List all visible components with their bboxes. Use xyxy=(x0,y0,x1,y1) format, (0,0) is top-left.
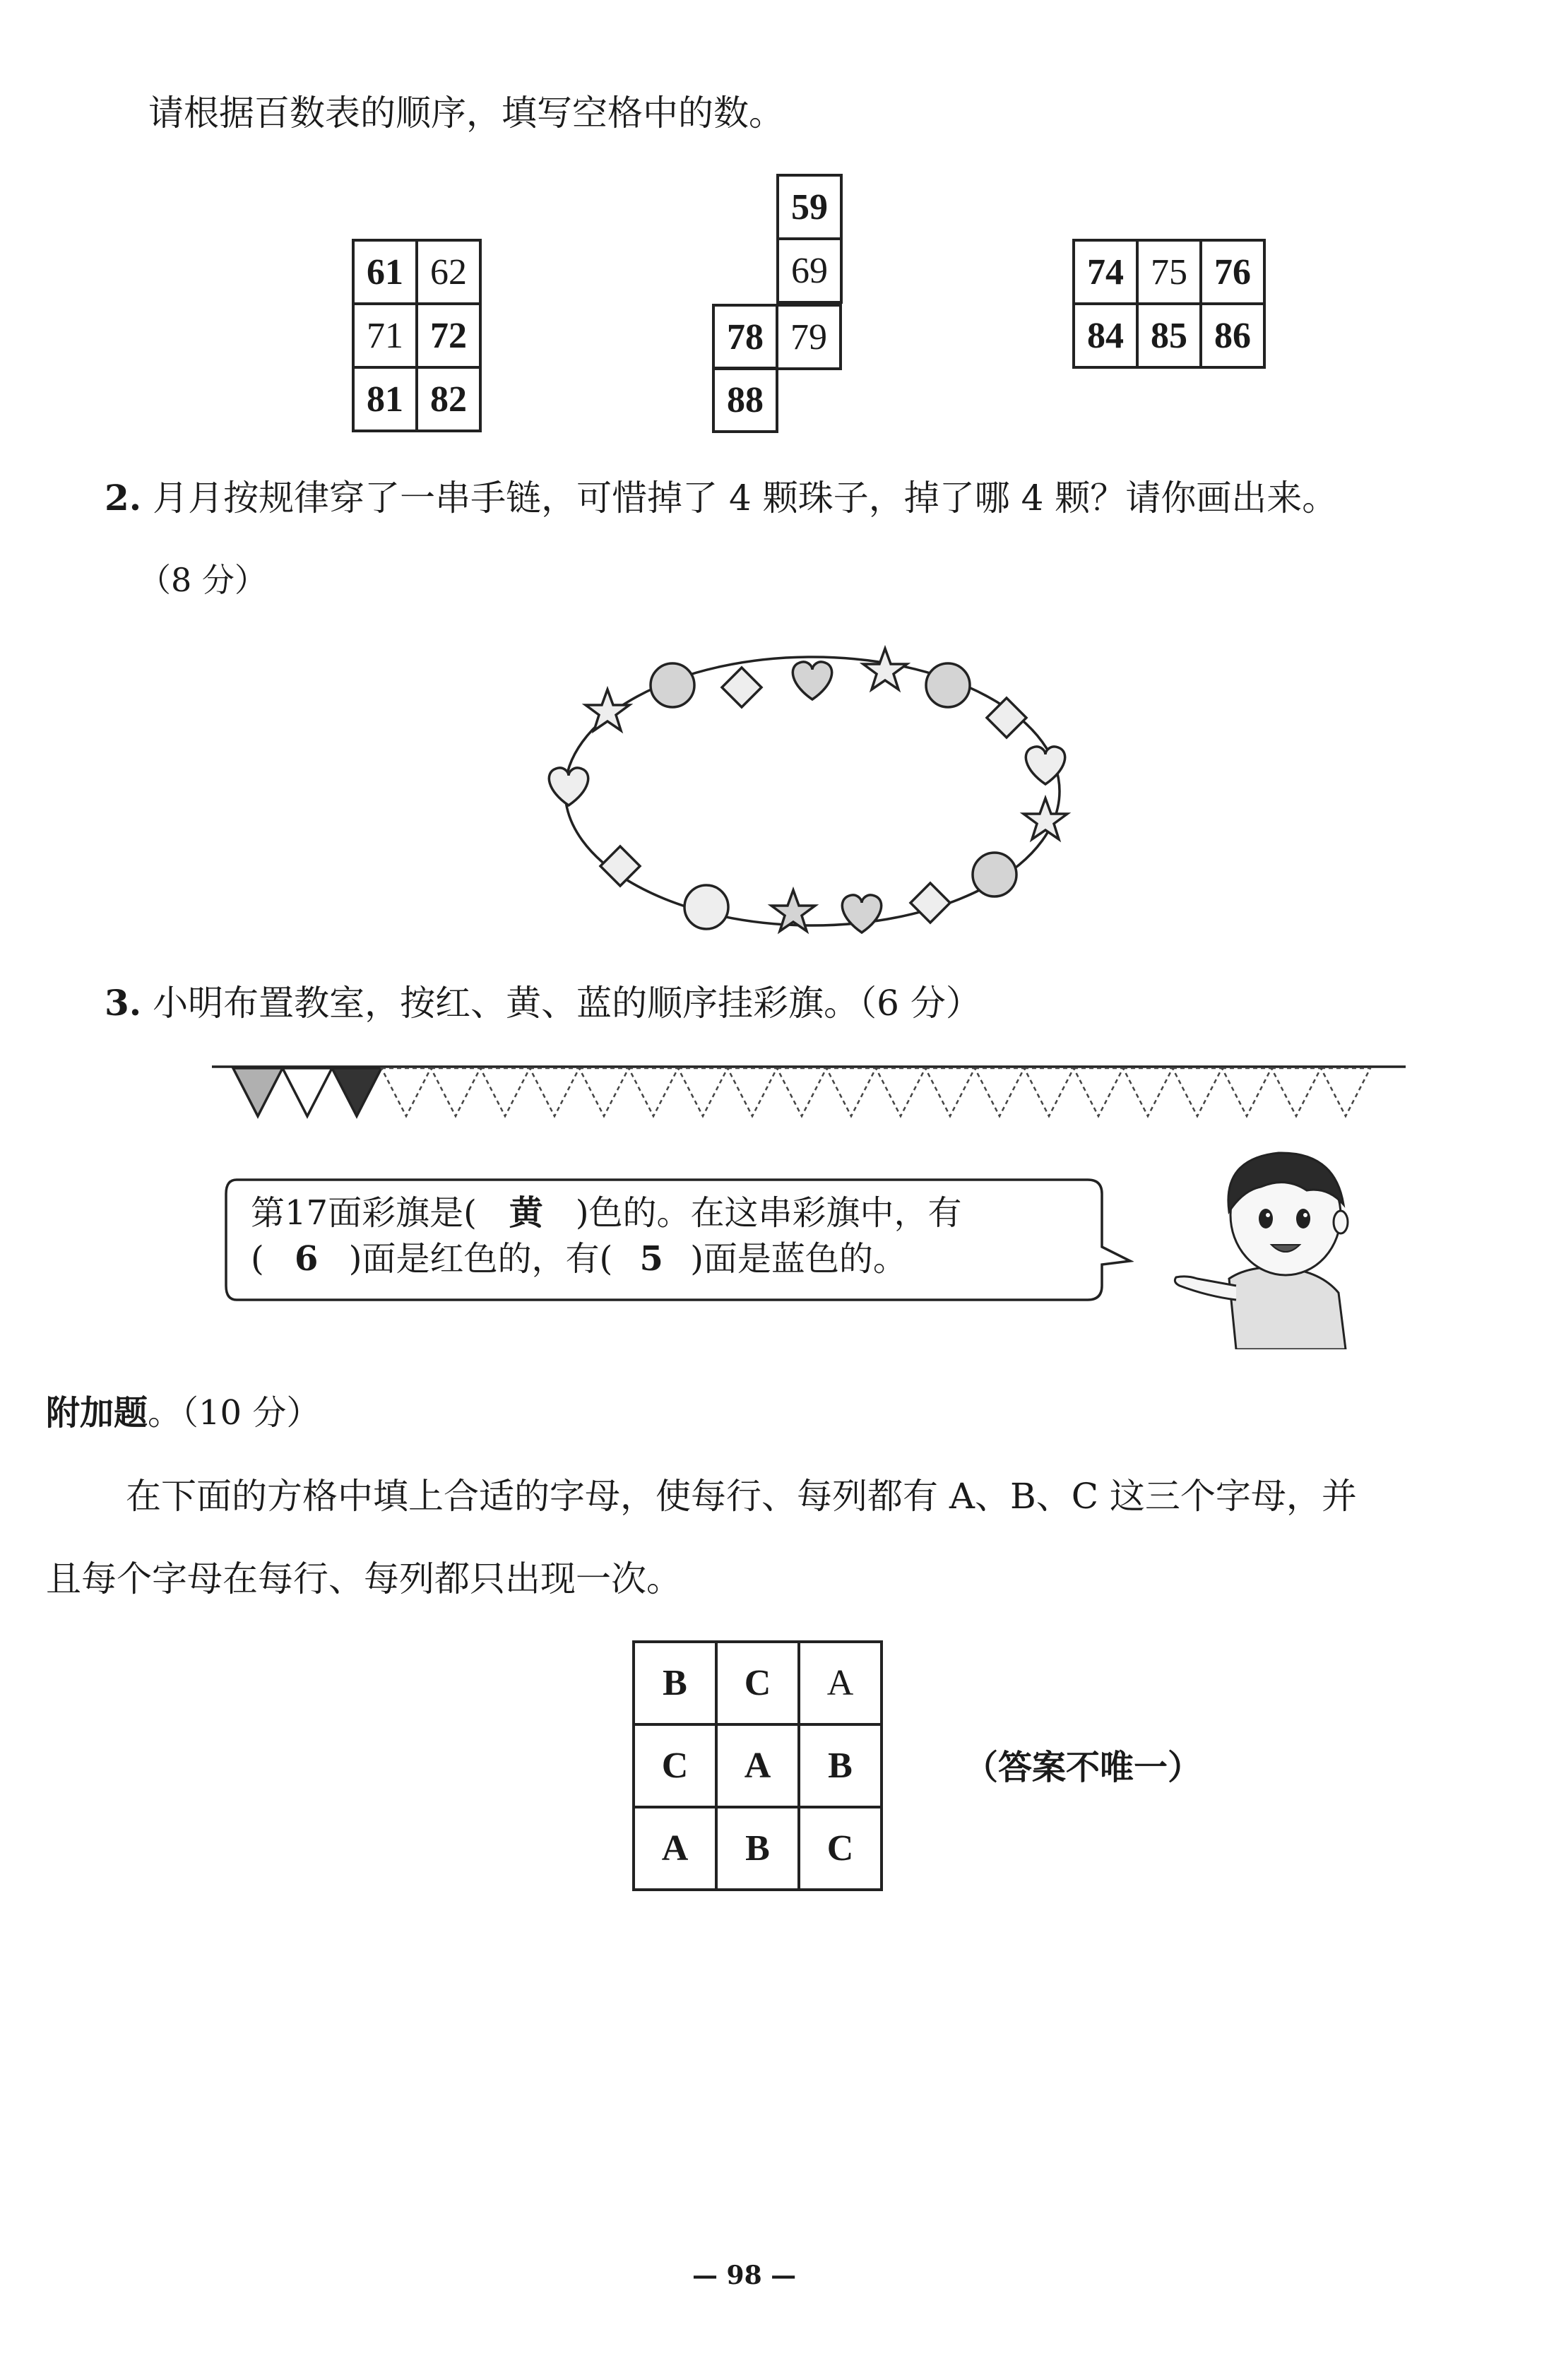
bubble-text: )面是红色的，有( xyxy=(348,1239,613,1279)
flag-blue xyxy=(332,1068,381,1116)
bead-star xyxy=(586,689,629,730)
bubble-line-1 xyxy=(251,1193,962,1233)
grid-cell: 61 xyxy=(353,240,417,304)
bonus-text-1: 在下面的方格中填上合适的字母，使每行、每列都有 A、B、C 这三个字母，并 xyxy=(126,1476,1357,1517)
bead-heart xyxy=(842,895,881,933)
bubble-text: )面是蓝色的。 xyxy=(690,1239,907,1279)
grid-cell: 88 xyxy=(713,368,777,432)
letter-cell: B xyxy=(634,1642,716,1724)
bead-circle xyxy=(973,853,1016,896)
bubble-text: ( xyxy=(251,1239,264,1279)
grid-cell: 76 xyxy=(1201,240,1264,304)
grid-cell: 72 xyxy=(417,304,480,367)
grid-cell: 86 xyxy=(1201,304,1264,367)
q2-text: 月月按规律穿了一串手链，可惜掉了 4 颗珠子，掉了哪 4 颗？请你画出来。 xyxy=(153,478,1338,519)
page-number: — 98 — xyxy=(692,2261,797,2290)
q3-number: 3. xyxy=(105,982,142,1024)
grid-cell: 79 xyxy=(777,305,841,369)
grid-cell: 78 xyxy=(713,305,777,369)
q1-instruction: 请根据百数表的顺序，填写空格中的数。 xyxy=(148,93,784,134)
q2-score: （8 分） xyxy=(138,561,267,599)
grid-cell: 71 xyxy=(353,304,417,367)
bonus-title: 附加题 xyxy=(46,1393,148,1433)
bracelet-illustration xyxy=(537,622,1088,954)
bead-star xyxy=(863,649,907,689)
flag-red xyxy=(233,1068,283,1116)
boy-illustration xyxy=(1144,1137,1363,1349)
bead-circle xyxy=(926,663,970,707)
letter-cell: C xyxy=(799,1807,882,1890)
grid-cell: 82 xyxy=(417,367,480,431)
q2-number: 2. xyxy=(105,477,142,519)
bead-diamond xyxy=(910,883,950,923)
bead-circle xyxy=(684,885,728,929)
bead-heart xyxy=(549,768,588,805)
answer-note: （答案不唯一） xyxy=(964,1748,1202,1787)
grid-cell: 62 xyxy=(417,240,480,304)
answer-red-count: 6 xyxy=(295,1239,319,1279)
bonus-score: 。（10 分） xyxy=(148,1393,321,1433)
bonus-text-2: 且每个字母在每行、每列都只出现一次。 xyxy=(46,1558,682,1599)
bonus-title-line xyxy=(46,1393,321,1433)
bead-diamond xyxy=(987,698,1026,738)
q2-prompt xyxy=(105,477,1338,519)
grid-cell: 75 xyxy=(1137,240,1201,304)
bubble-text: 第17面彩旗是( xyxy=(251,1193,477,1233)
grid-cell: 59 xyxy=(778,175,841,239)
q3-text: 小明布置教室，按红、黄、蓝的顺序挂彩旗。（6 分） xyxy=(153,983,981,1024)
grid-cell: 81 xyxy=(353,367,417,431)
answer-17th-color: 黄 xyxy=(509,1193,543,1233)
letter-cell: C xyxy=(716,1642,799,1724)
answer-blue-count: 5 xyxy=(639,1239,663,1279)
grid-cell: 74 xyxy=(1074,240,1137,304)
letter-cell: C xyxy=(634,1724,716,1807)
flag-bunting xyxy=(212,1053,1413,1123)
letter-cell: B xyxy=(799,1724,882,1807)
letter-cell: A xyxy=(716,1724,799,1807)
q3-prompt xyxy=(105,982,981,1024)
letter-cell: B xyxy=(716,1807,799,1890)
bubble-text: )色的。在这串彩旗中，有 xyxy=(575,1193,962,1233)
grid-cell: 69 xyxy=(778,239,841,302)
bead-star xyxy=(1024,798,1067,839)
bead-diamond xyxy=(722,668,761,707)
letter-cell: A xyxy=(634,1807,716,1890)
grid-cell: 85 xyxy=(1137,304,1201,367)
letter-cell: A xyxy=(799,1642,882,1724)
grid-cell: 84 xyxy=(1074,304,1137,367)
hundred-grid-c xyxy=(1072,239,1266,369)
letter-grid xyxy=(632,1640,883,1891)
bead-heart xyxy=(793,662,831,699)
bubble-line-2 xyxy=(251,1239,907,1279)
bead-diamond xyxy=(600,846,640,886)
hundred-grid-a xyxy=(352,239,482,432)
flag-yellow xyxy=(283,1068,332,1116)
bead-circle xyxy=(651,663,694,707)
